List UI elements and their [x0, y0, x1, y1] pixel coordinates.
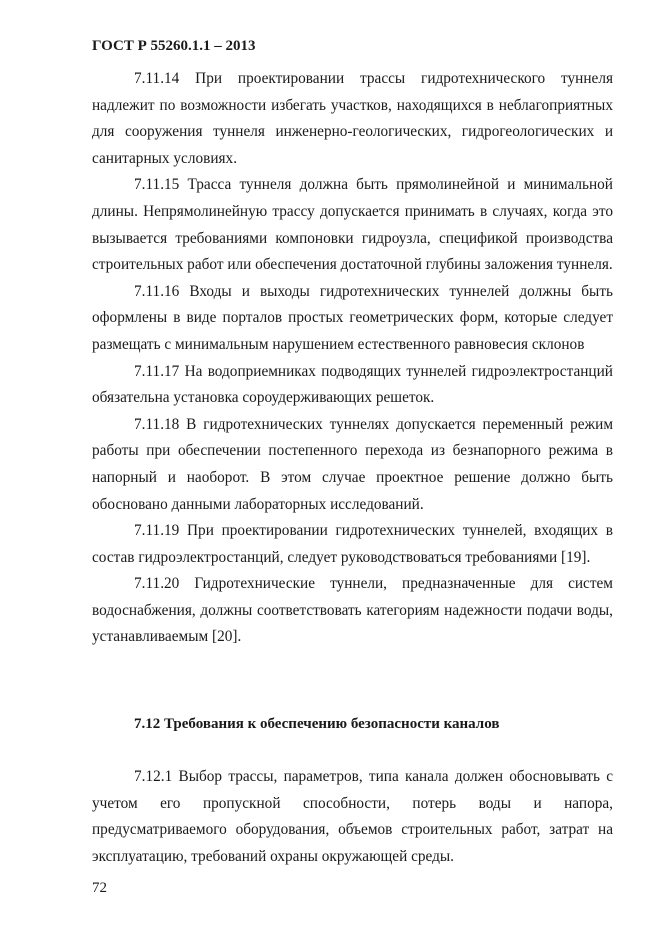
- clause-7-11-body: [92, 66, 613, 651]
- paragraph-7-11-20: 7.11.20 Гидротехнические туннели, предназначенные для систем водоснабжения, должны соответствовать категориям надежности подачи воды, устанавливаемым [20].: [92, 575, 613, 646]
- page-number: 72: [92, 880, 107, 896]
- paragraph-7-11-14: 7.11.14 При проектировании трассы гидротехнического туннеля надлежит по возможности избегать участков, находящихся в неблагоприятных для сооружения туннеля инженерно-геологических, гидрогеологических и санитарных условиях.: [92, 70, 613, 167]
- paragraph-7-11-17: 7.11.17 На водоприемниках подводящих туннелей гидроэлектростанций обязательна установка сороудерживающих решеток.: [92, 362, 613, 407]
- paragraph-7-11-16: 7.11.16 Входы и выходы гидротехнических туннелей должны быть оформлены в виде порталов простых геометрических форм, которые следует размещать с минимальным нарушением естественного равновесия склонов: [92, 282, 613, 353]
- clause-7-12-body: [92, 764, 613, 870]
- paragraph-7-12-1: 7.12.1 Выбор трассы, параметров, типа канала должен обосновывать с учетом его пропускной способности, потерь воды и напора, предусматриваемого оборудования, объемов строительных работ, затрат на эксплуатацию, требований охраны окружающей среды.: [92, 768, 613, 865]
- paragraph-7-11-15: 7.11.15 Трасса туннеля должна быть прямолинейной и минимальной длины. Непрямолинейную трассу допускается принимать в случаях, когда это вызывается требованиями компоновки гидроузла, спецификой производства строительных работ или обеспечения достаточной глубины заложения туннеля.: [92, 176, 613, 274]
- section-heading-7-12: 7.12 Требования к обеспечению безопасности каналов: [134, 716, 500, 732]
- paragraph-7-11-19: 7.11.19 При проектировании гидротехнических туннелей, входящих в состав гидроэлектростанций, следует руководствоваться требованиями [19].: [92, 522, 613, 566]
- document-header: ГОСТ Р 55260.1.1 – 2013: [92, 38, 256, 54]
- paragraph-7-11-18: 7.11.18 В гидротехнических туннелях допускается переменный режим работы при обеспечении постепенного перехода из безнапорного режима в напорный и наоборот. В этом случае проектное решение должно быть обосновано данными лабораторных исследований.: [92, 415, 613, 513]
